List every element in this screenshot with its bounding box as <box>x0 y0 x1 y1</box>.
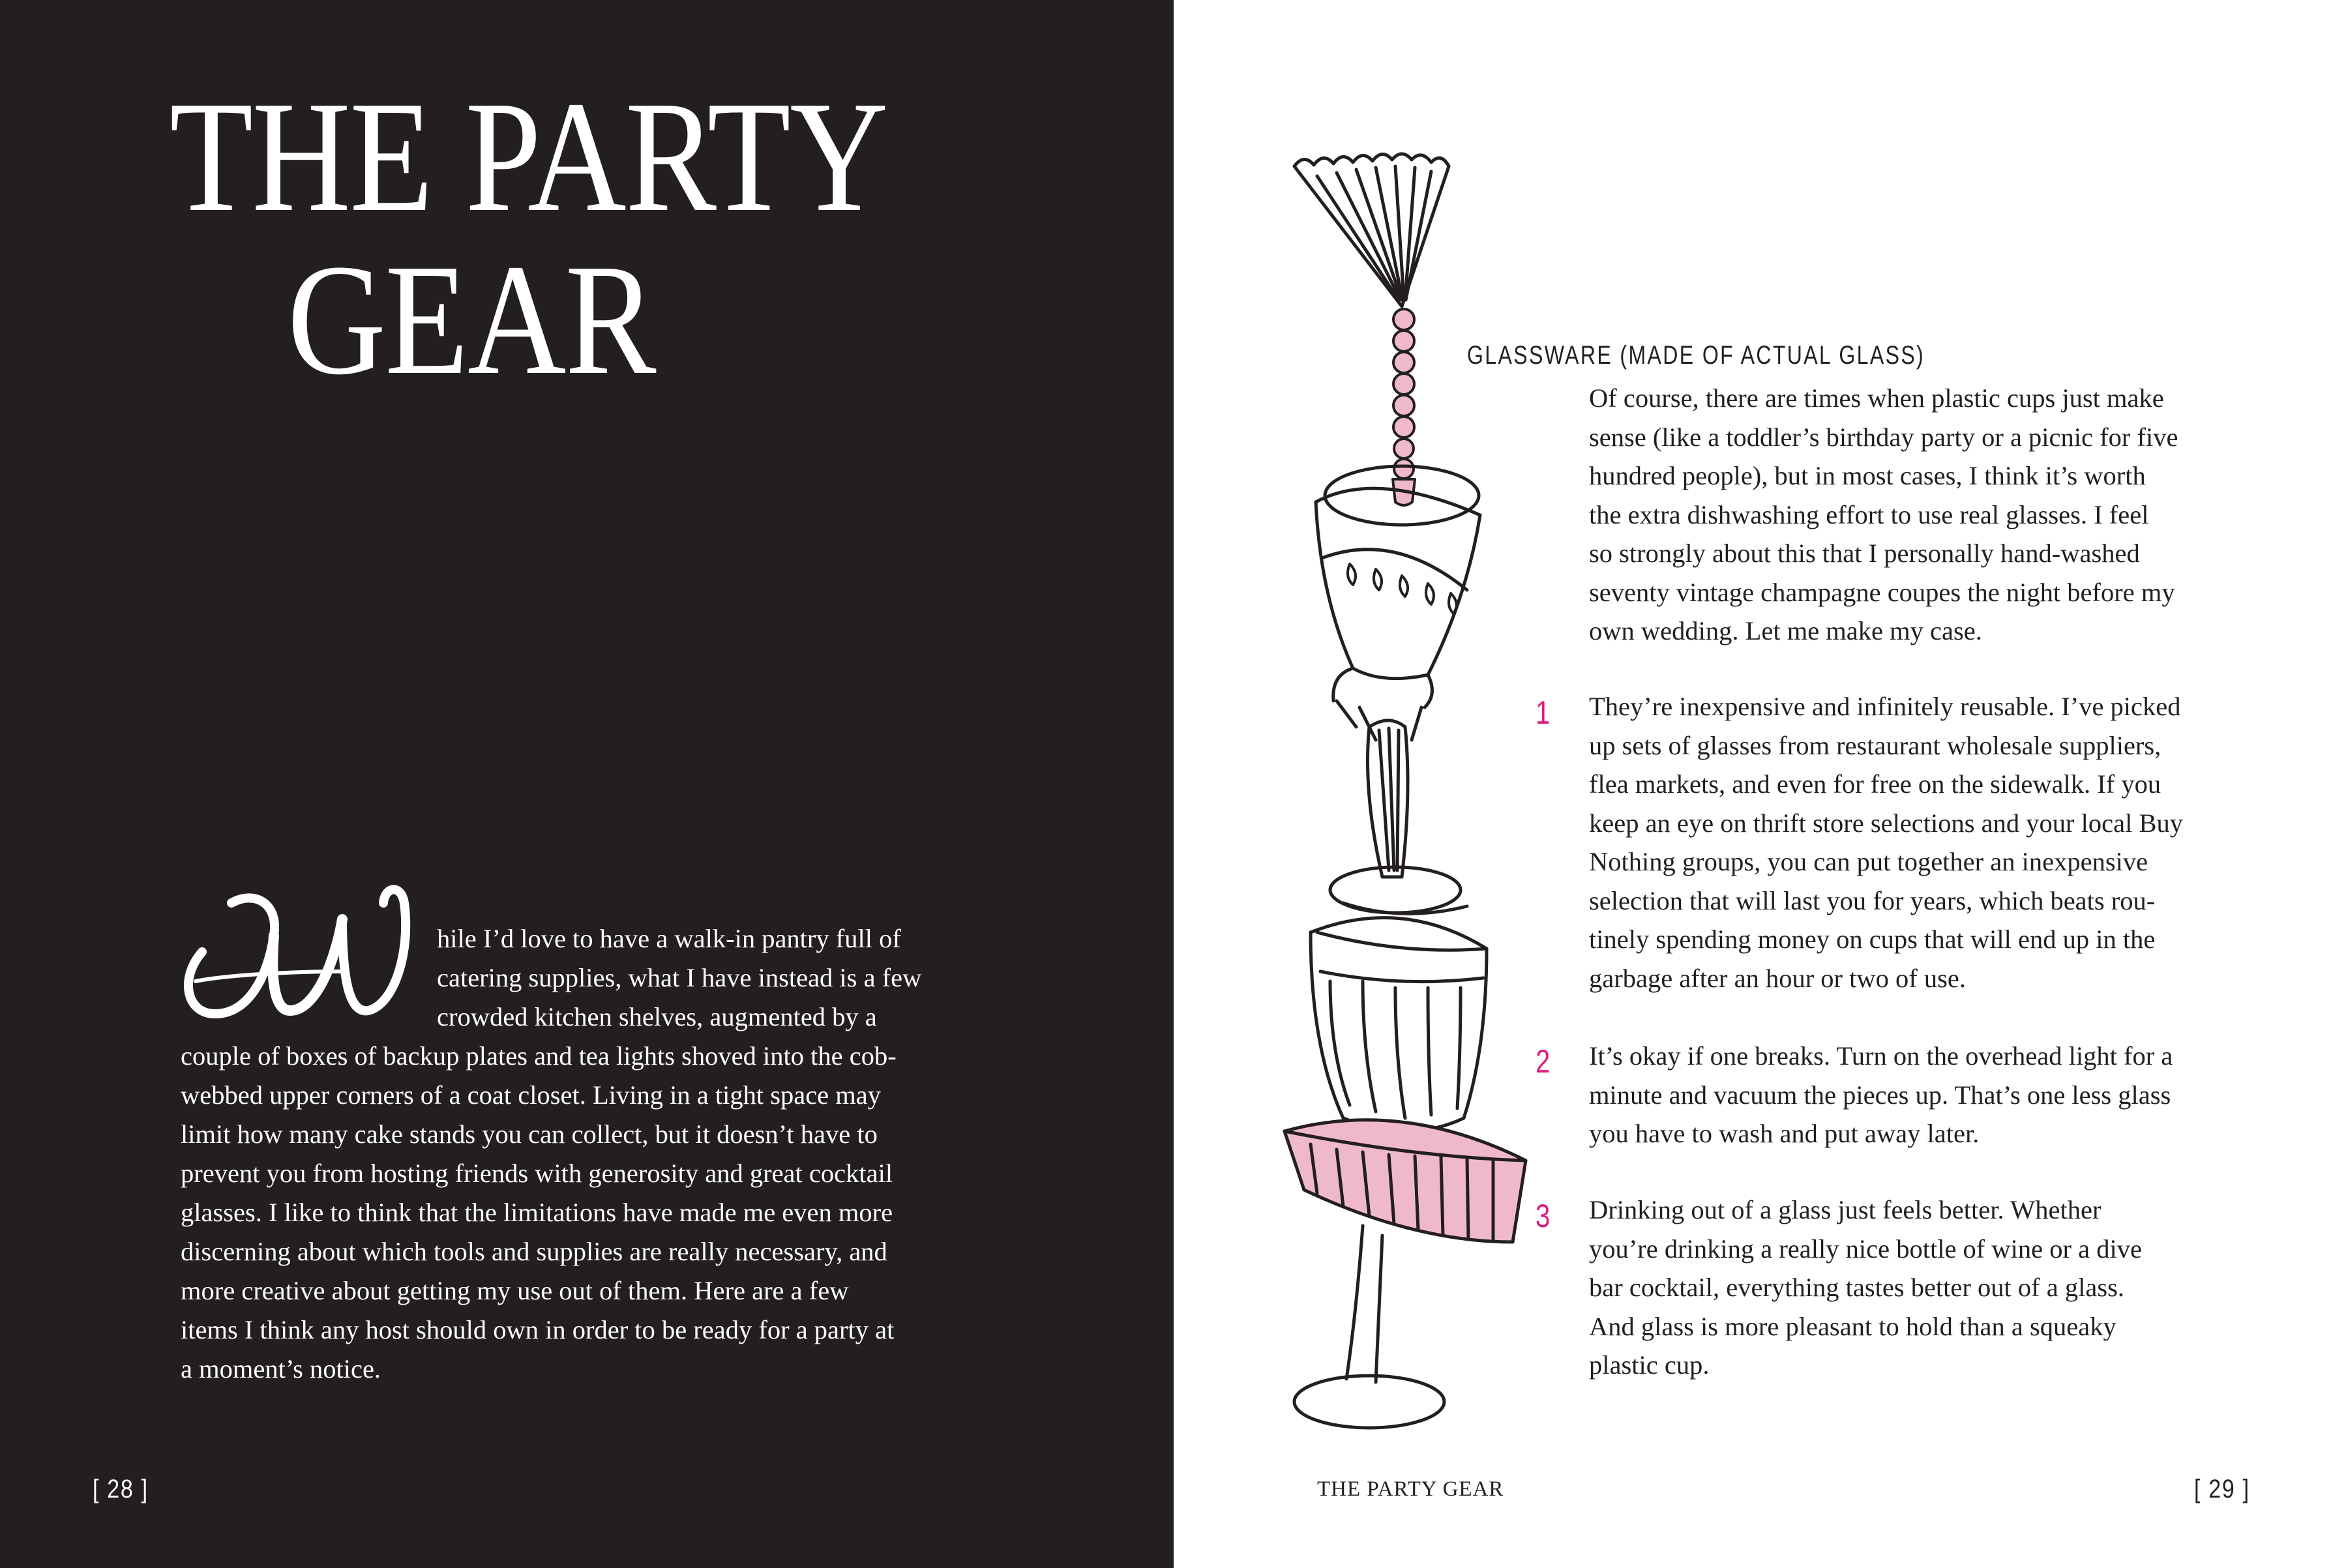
body-line: the extra dishwashing effort to use real glasses. I feel <box>1589 499 2149 529</box>
body-line: own wedding. Let me make my case. <box>1589 616 1982 645</box>
bead <box>1393 352 1414 373</box>
bead <box>1394 439 1414 458</box>
body-line: It’s okay if one breaks. Turn on the overhead light for a <box>1589 1041 2173 1071</box>
intro-line: catering supplies, what I have instead is a few <box>437 963 922 992</box>
bead <box>1394 459 1414 479</box>
body-line: And glass is more pleasant to hold than a squeaky <box>1589 1311 2116 1341</box>
intro-line: items I think any host should own in order to be ready for a party at <box>181 1315 895 1344</box>
coupe-stem <box>1346 1226 1382 1382</box>
page-number-right: [ 29 ] <box>2194 1475 2250 1503</box>
page-number-left: [ 28 ] <box>93 1475 149 1503</box>
chapter-title-line-2: GEAR <box>287 231 655 407</box>
intro-line: crowded kitchen shelves, augmented by a <box>437 1002 877 1031</box>
body-line: up sets of glasses from restaurant wholesale suppliers, <box>1589 730 2161 760</box>
body-line: garbage after an hour or two of use. <box>1589 963 1967 993</box>
body-line: bar cocktail, everything tastes better out of a glass. <box>1589 1273 2124 1302</box>
intro-line: discerning about which tools and supplies are really necessary, and <box>181 1237 887 1266</box>
list-number-2: 2 <box>1536 1043 1551 1080</box>
bead <box>1393 374 1414 394</box>
body-line: keep an eye on thrift store selections and your local Buy <box>1589 808 2183 838</box>
intro-line: hile I’d love to have a walk-in pantry full of <box>437 924 901 953</box>
body-line: They’re inexpensive and infinitely reusable. I’ve picked <box>1589 692 2181 721</box>
bead <box>1393 417 1414 437</box>
body-line: seventy vintage champagne coupes the night before my <box>1589 577 2175 607</box>
coupe-foot <box>1294 1376 1444 1428</box>
body-line: sense (like a toddler’s birthday party or a picnic for five <box>1589 422 2178 452</box>
bead <box>1393 395 1414 416</box>
body-line: hundred people), but in most cases, I think it’s worth <box>1589 461 2146 490</box>
intro-line: prevent you from hosting friends with generosity and great cocktail <box>181 1159 893 1188</box>
intro-line: a moment’s notice. <box>181 1354 381 1383</box>
glassware-intro-paragraph <box>1589 379 2332 651</box>
body-line: so strongly about this that I personally hand-washed <box>1589 539 2140 568</box>
body-line: minute and vacuum the pieces up. That’s one less glass <box>1589 1080 2171 1110</box>
intro-line: glasses. I like to think that the limitations have made me even more <box>181 1198 893 1227</box>
intro-paragraph <box>181 919 983 1389</box>
list-number-3: 3 <box>1536 1198 1551 1234</box>
body-line: selection that will last you for years, which beats rou- <box>1589 885 2156 915</box>
intro-line: limit how many cake stands you can collect, but it doesn’t have to <box>181 1119 878 1149</box>
body-line: Drinking out of a glass just feels better. Whether <box>1589 1195 2101 1224</box>
intro-line: couple of boxes of backup plates and tea lights shoved into the cob- <box>181 1041 897 1071</box>
body-line: you’re drinking a really nice bottle of wine or a dive <box>1589 1234 2142 1264</box>
running-head: THE PARTY GEAR <box>1317 1477 1504 1501</box>
bead <box>1393 309 1414 330</box>
chapter-title <box>170 68 921 407</box>
body-line: you have to wash and put away later. <box>1589 1119 1980 1148</box>
list-number-1: 1 <box>1536 694 1551 731</box>
body-line: Nothing groups, you can put together an inexpensive <box>1589 847 2148 876</box>
list-item-3 <box>1589 1191 2332 1385</box>
body-line: flea markets, and even for free on the sidewalk. If you <box>1589 769 2161 799</box>
body-line: plastic cup. <box>1589 1350 1710 1380</box>
section-heading: GLASSWARE (MADE OF ACTUAL GLASS) <box>1467 341 1925 370</box>
body-line: Of course, there are times when plastic cups just make <box>1589 383 2164 413</box>
goblet-bowl <box>1316 502 1480 679</box>
intro-line: more creative about getting my use out of them. Here are a few <box>181 1276 849 1305</box>
fluted-glass-bowl <box>1294 166 1449 306</box>
body-line: tinely spending money on cups that will end up in the <box>1589 925 2156 954</box>
fluted-glass-rim <box>1294 154 1449 166</box>
intro-line: webbed upper corners of a coat closet. Living in a tight space may <box>181 1080 882 1110</box>
list-item-2 <box>1589 1037 2332 1153</box>
list-item-1 <box>1589 687 2332 998</box>
tumbler-rim <box>1311 918 1487 949</box>
bead <box>1393 331 1414 351</box>
chapter-title-line-1: THE PARTY <box>170 68 887 244</box>
stacked-glassware-illustration <box>1271 140 1552 1457</box>
